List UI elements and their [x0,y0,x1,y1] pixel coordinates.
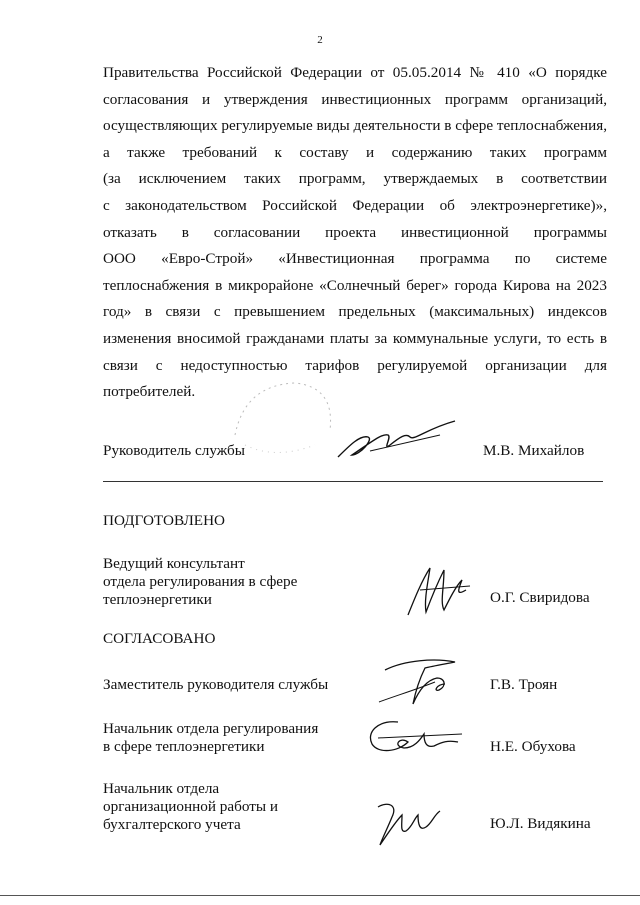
position-line: теплоэнергетики [103,591,212,608]
paragraph-line: (за исключением таких программ, утверждаемых в соответствии [103,170,607,188]
approver-position [103,720,318,756]
position-line: в сфере теплоэнергетики [103,738,265,755]
approver-position [103,780,278,834]
position-line: Начальник отдела регулирования [103,720,319,737]
position-line: Заместитель руководителя службы [103,676,329,693]
body-paragraph [103,60,607,406]
position-line: Ведущий консультант [103,555,245,572]
signature-mark [358,712,468,762]
approver-name: Г.В. Троян [490,676,558,693]
prepared-heading: ПОДГОТОВЛЕНО [103,512,226,529]
signature-mark [330,415,460,465]
signature-mark [368,795,448,850]
head-name: М.В. Михайлов [483,442,585,459]
paragraph-line: а также требований к составу и содержанию таких программ [103,143,607,161]
paragraph-line: теплоснабжения в микрорайоне «Солнечный берег» города Кирова на 2023 [103,276,607,294]
position-line: отдела регулирования в сфере [103,573,298,590]
position-line: организационной работы и [103,798,278,815]
prepared-name: О.Г. Свиридова [490,589,590,606]
divider [103,481,603,482]
paragraph-line: ООО «Евро-Строй» «Инвестиционная программа по системе [103,250,607,268]
signature-mark [375,650,470,710]
position-line: бухгалтерского учета [103,816,241,833]
position-line: Начальник отдела [103,780,220,797]
paragraph-line: год» в связи с превышением предельных (максимальных) индексов [103,303,607,321]
bottom-border [0,895,640,896]
head-position: Руководитель службы [103,442,245,459]
paragraph-line: потребителей. [103,383,196,401]
approved-heading: СОГЛАСОВАНО [103,630,216,647]
paragraph-line: осуществляющих регулируемые виды деятельности в сфере теплоснабжения, [103,117,607,135]
paragraph-line: изменения вносимой гражданами платы за коммунальные услуги, то есть в [103,329,607,347]
paragraph-line: отказать в согласовании проекта инвестиционной программы [103,223,607,241]
approver-name: Н.Е. Обухова [490,738,576,755]
page-number: 2 [317,34,323,46]
paragraph-line: Правительства Российской Федерации от 05.05.2014 № 410 «О порядке [103,64,607,81]
paragraph-line: с законодательством Российской Федерации об электроэнергетике)», [103,196,607,214]
paragraph-line: связи с недоступностью тарифов регулируемой организации для [103,356,607,374]
signature-mark [400,560,480,620]
prepared-position [103,555,297,609]
approver-name: Ю.Л. Видякина [490,815,591,832]
paragraph-line: согласования и утверждения инвестиционных программ организаций, [103,90,607,108]
approver-position [103,676,328,694]
